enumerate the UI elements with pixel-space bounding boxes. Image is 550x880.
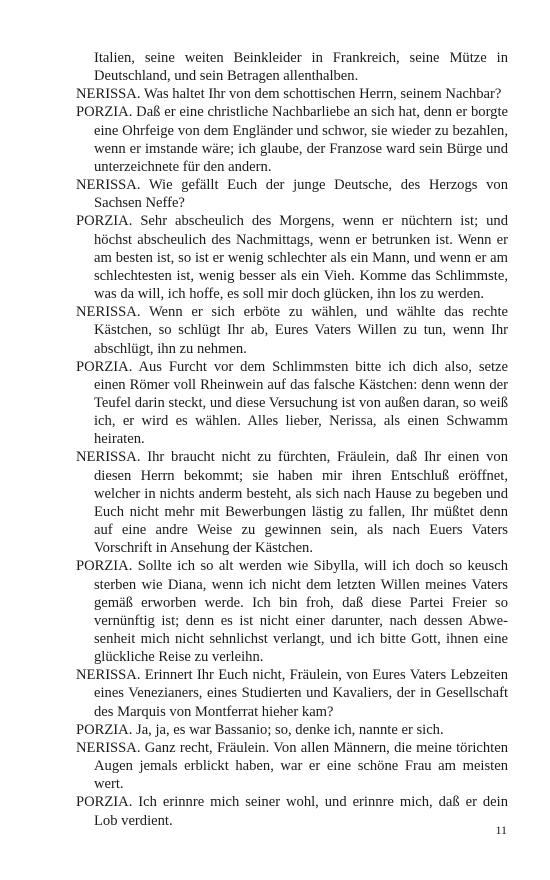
dialogue-paragraph bbox=[76, 85, 508, 103]
speaker-name: NERISSA. bbox=[76, 304, 141, 321]
dialogue-paragraph bbox=[76, 448, 508, 557]
dialogue-paragraph bbox=[76, 793, 508, 829]
paragraph-text: Sollte ich so alt werden wie Sibylla, will ich doch so keusch sterben wie Diana, wenn ich nicht dem letzten Willen meines Vaters gemäß erworben werde. Ich bin froh, daß diese Partei Freier so vernünftig ist; denn es ist nicht einer darunter, nach dessen Abwesenheit mich nicht sehnlichst verlangt, und ich bitte Gott, ihnen eine glückliche Reise zu verleihn. bbox=[94, 558, 508, 666]
paragraph-text: Was haltet Ihr von dem schottischen Herrn, seinem Nachbar? bbox=[143, 86, 502, 103]
page-number: 11 bbox=[495, 823, 507, 837]
paragraph-text: Ganz recht, Fräulein. Von allen Männern, die meine törichten Augen jemals erblickt haben, war er eine schöne Frau am meisten wert. bbox=[94, 739, 508, 793]
paragraph-text: Erinnert Ihr Euch nicht, Fräulein, von Eures Vaters Lebzeiten eines Venezianers, eines Studierten und Kavaliers, der in Gesellschaft des Marquis von Montferrat hieher kam? bbox=[94, 667, 508, 720]
dialogue-paragraph bbox=[76, 557, 508, 666]
dialogue-paragraph bbox=[76, 721, 508, 739]
speaker-name: NERISSA. bbox=[76, 739, 141, 756]
paragraph-text: Aus Furcht vor dem Schlimmsten bitte ich dich also, setze einen Römer voll Rheinwein auf das falsche Kästchen: denn wenn der Teufel darin steckt, und diese Versuchung ist von außen daran, so weiß ich, er wird es wählen. Alles lieber, Nerissa, als einen Schwamm heiraten. bbox=[94, 358, 508, 448]
speaker-name: NERISSA. bbox=[76, 177, 141, 194]
dialogue-paragraph bbox=[76, 212, 508, 303]
speaker-name: PORZIA. bbox=[76, 794, 133, 811]
speaker-name: PORZIA. bbox=[76, 358, 133, 375]
speaker-name: PORZIA. bbox=[76, 558, 133, 575]
dialogue-paragraph bbox=[76, 103, 508, 176]
speaker-name: NERISSA. bbox=[76, 86, 141, 103]
speaker-name: PORZIA. bbox=[76, 104, 133, 121]
speaker-name: NERISSA. bbox=[76, 449, 141, 466]
paragraph-text: Sehr abscheulich des Morgens, wenn er nüchtern ist; und höchst abscheulich des Nachmittags, wenn er betrunken ist. Wenn er am besten ist, so ist er wenig schlechter als ein Mann, und wenn er am schlechtesten ist, wenig besser als ein Vieh. Komme das Schlimmste, was da will, ich hoffe, es soll mir doch glücken, ihn los zu werden. bbox=[94, 213, 508, 303]
paragraph-text: Ja, ja, es war Bassanio; so, denke ich, nannte er sich. bbox=[136, 721, 444, 738]
paragraph-text: Wie gefällt Euch der junge Deutsche, des Herzogs von Sachsen Neffe? bbox=[94, 177, 508, 212]
paragraph-text: Italien, seine weiten Beinkleider in Frankreich, seine Mütze in Deutschland, und sein Betragen allenthalben. bbox=[94, 50, 508, 85]
dialogue-paragraph bbox=[76, 303, 508, 357]
speaker-name: PORZIA. bbox=[76, 721, 133, 738]
speaker-name: PORZIA. bbox=[76, 213, 133, 230]
paragraph-text: Ihr braucht nicht zu fürchten, Fräulein, daß Ihr einen von diesen Herrn bekommt; sie haben mir ihren Entschluß eröffnet, welcher in nichts anderm besteht, als sich nach Hause zu begeben und Euch nicht mehr mit Bewerbungen lästig zu fallen, Ihr müßtet denn auf eine andre Weise zu gewinnen sein, als nach Euers Vaters Vorschrift in Ansehung der Kästchen. bbox=[94, 449, 508, 557]
paragraph-text: Ich erinnre mich seiner wohl, und erinnre mich, daß er dein Lob verdient. bbox=[94, 794, 508, 829]
dialogue-paragraph bbox=[76, 176, 508, 212]
paragraph-text: Daß er eine christliche Nachbarliebe an sich hat, denn er borgte eine Ohrfeige von dem Engländer und schwor, sie wieder zu bezahlen, wenn er imstande wäre; ich glaube, der Franzose ward sein Bürge und unterzeichnete für den andern. bbox=[94, 104, 509, 175]
dialogue-paragraph bbox=[76, 358, 508, 449]
speaker-name: NERISSA. bbox=[76, 667, 141, 684]
dialogue-paragraph-continued bbox=[76, 49, 508, 85]
dialogue-paragraph bbox=[76, 666, 508, 720]
dialogue-text bbox=[76, 49, 508, 830]
paragraph-text: Wenn er sich erböte zu wählen, und wählte das rechte Kästchen, so schlügt Ihr ab, Eures Vaters Willen zu tun, wenn Ihr abschlügt, ihn zu nehmen. bbox=[94, 304, 508, 357]
dialogue-paragraph bbox=[76, 739, 508, 793]
